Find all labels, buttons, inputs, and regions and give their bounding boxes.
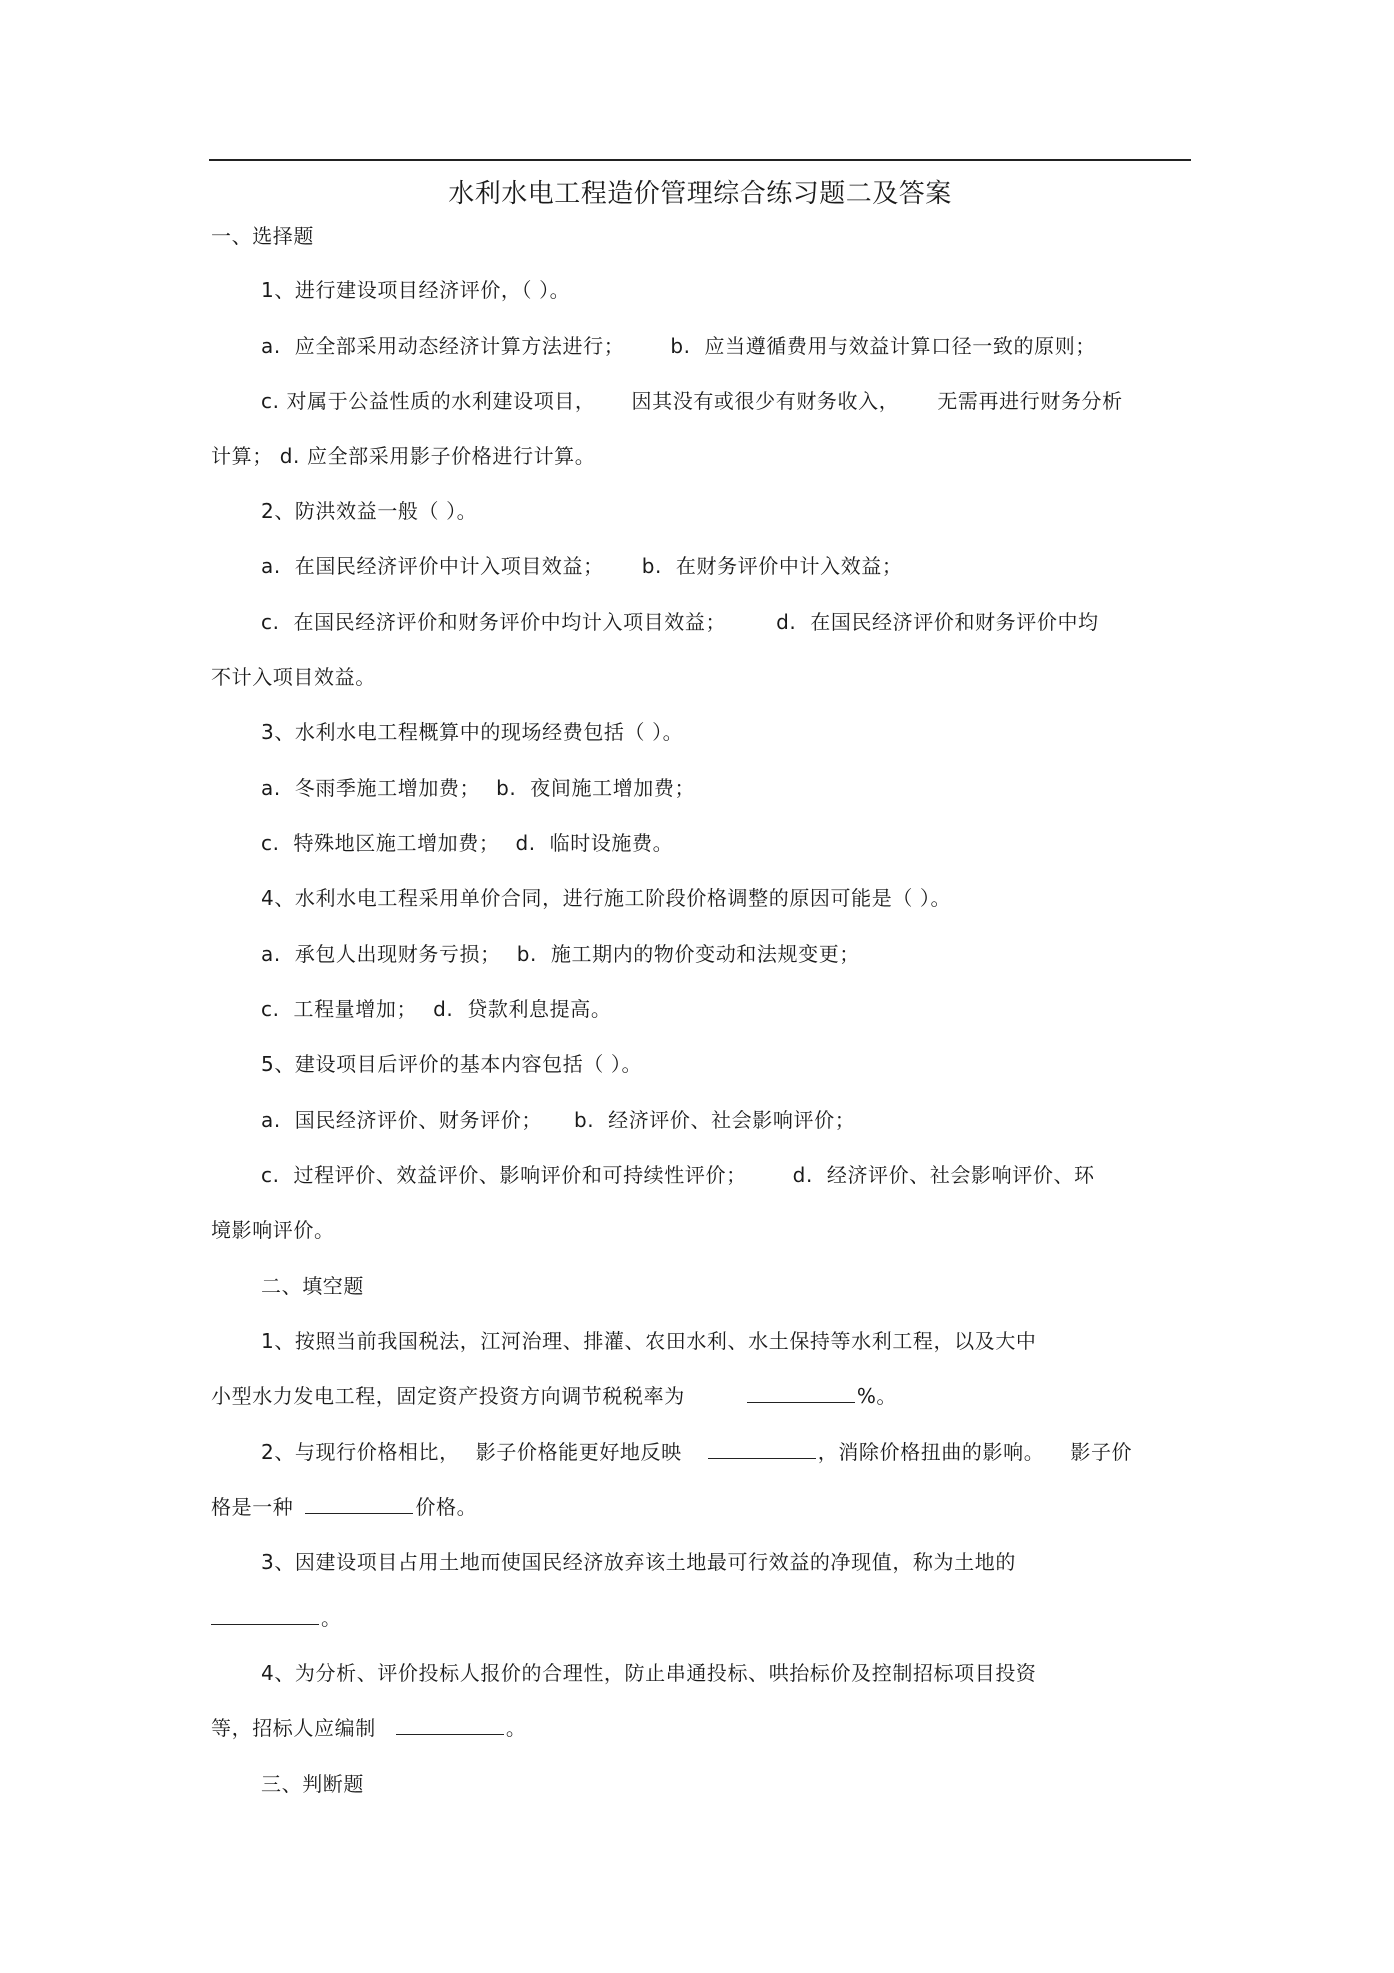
fill-4-line2	[211, 1714, 526, 1742]
answer-blank	[708, 1438, 816, 1459]
fill-1-text: 小型水力发电工程，固定资产投资方向调节税税率为	[211, 1384, 685, 1408]
option-c: c. 在国民经济评价和财务评价中均计入项目效益；	[261, 610, 727, 634]
fill-2-part1: 2、与现行价格相比，	[261, 1440, 460, 1464]
option-c: c. 特殊地区施工增加费；	[261, 831, 500, 855]
option-c: c. 过程评价、效益评价、影响评价和可持续性评价；	[261, 1163, 747, 1187]
fill-2-line2-end: 价格。	[415, 1495, 478, 1519]
option-a: a. 国民经济评价、财务评价；	[261, 1108, 542, 1132]
option-b: b. 应当遵循费用与效益计算口径一致的原则；	[670, 334, 1096, 358]
option-c-part2: 因其没有或很少有财务收入，	[631, 389, 900, 413]
question-1-stem: 1、进行建设项目经济评价，（ ）。	[261, 278, 571, 302]
question-5-options-ab	[261, 1106, 855, 1134]
section-heading-choice: 一、选择题	[211, 224, 314, 248]
fill-4-line2-end: 。	[505, 1716, 527, 1740]
option-b: b. 夜间施工增加费；	[496, 776, 696, 800]
answer-blank	[747, 1382, 855, 1403]
question-2-option-d-cont: 不计入项目效益。	[211, 665, 376, 689]
fill-2-line2-start: 格是一种	[211, 1495, 294, 1519]
option-c-part3: 无需再进行财务分析	[937, 389, 1123, 413]
header-rule	[209, 159, 1191, 161]
question-5-options-cd	[261, 1161, 1095, 1189]
answer-blank	[211, 1604, 319, 1625]
option-a: a. 在国民经济评价中计入项目效益；	[261, 554, 604, 578]
question-3-options-ab	[261, 774, 695, 802]
option-d: d. 在国民经济评价和财务评价中均	[776, 610, 1099, 634]
fill-4-line2-start: 等，招标人应编制	[211, 1716, 376, 1740]
fill-2-line1	[261, 1438, 1132, 1466]
option-a: a. 承包人出现财务亏损；	[261, 942, 501, 966]
question-1-option-cd-cont: 计算； d. 应全部采用影子价格进行计算。	[211, 444, 596, 468]
fill-3-line2-end: 。	[321, 1606, 342, 1630]
option-b: b. 施工期内的物价变动和法规变更；	[516, 942, 860, 966]
question-3-stem: 3、水利水电工程概算中的现场经费包括（ ）。	[261, 720, 684, 744]
fill-4-line1: 4、为分析、评价投标人报价的合理性，防止串通投标、哄抬标价及控制招标项目投资	[261, 1661, 1037, 1685]
question-2-stem: 2、防洪效益一般（ ）。	[261, 499, 478, 523]
question-4-stem: 4、水利水电工程采用单价合同，进行施工阶段价格调整的原因可能是（ ）。	[261, 886, 952, 910]
option-d: d. 临时设施费。	[515, 831, 674, 855]
option-b: b. 经济评价、社会影响评价；	[573, 1108, 856, 1132]
question-4-options-cd	[261, 995, 611, 1023]
document-title: 水利水电工程造价管理综合练习题二及答案	[448, 179, 952, 209]
option-d: d. 经济评价、社会影响评价、环	[792, 1163, 1095, 1187]
fill-3-line2	[211, 1604, 342, 1632]
fill-2-part3: ，消除价格扭曲的影响。	[817, 1440, 1045, 1464]
option-c-part1: c. 对属于公益性质的水利建设项目，	[261, 389, 596, 413]
section-heading-judge: 三、判断题	[261, 1772, 364, 1796]
fill-2-part4: 影子价	[1070, 1440, 1133, 1464]
option-b: b. 在财务评价中计入效益；	[641, 554, 903, 578]
option-c: c. 工程量增加；	[261, 997, 418, 1021]
question-1-option-c	[261, 387, 1123, 415]
fill-3-line1: 3、因建设项目占用土地而使国民经济放弃该土地最可行效益的净现值，称为土地的	[261, 1550, 1016, 1574]
question-2-options-ab	[261, 552, 903, 580]
question-5-stem: 5、建设项目后评价的基本内容包括（ ）。	[261, 1052, 643, 1076]
fill-1-end: %。	[856, 1384, 898, 1408]
question-2-options-cd	[261, 608, 1099, 636]
question-5-option-d-cont: 境影响评价。	[211, 1218, 335, 1242]
question-1-options-ab	[261, 332, 1096, 360]
fill-1-line1: 1、按照当前我国税法，江河治理、排灌、农田水利、水土保持等水利工程，以及大中	[261, 1329, 1037, 1353]
option-d: d. 贷款利息提高。	[433, 997, 612, 1021]
option-a: a. 冬雨季施工增加费；	[261, 776, 481, 800]
option-a: a. 应全部采用动态经济计算方法进行；	[261, 334, 625, 358]
fill-1-line2	[211, 1382, 897, 1410]
question-4-options-ab	[261, 940, 860, 968]
section-heading-fill: 二、填空题	[261, 1274, 364, 1298]
question-3-options-cd	[261, 829, 673, 857]
fill-2-line2	[211, 1493, 477, 1521]
answer-blank	[396, 1714, 504, 1735]
fill-2-part2: 影子价格能更好地反映	[475, 1440, 682, 1464]
answer-blank	[305, 1493, 413, 1514]
